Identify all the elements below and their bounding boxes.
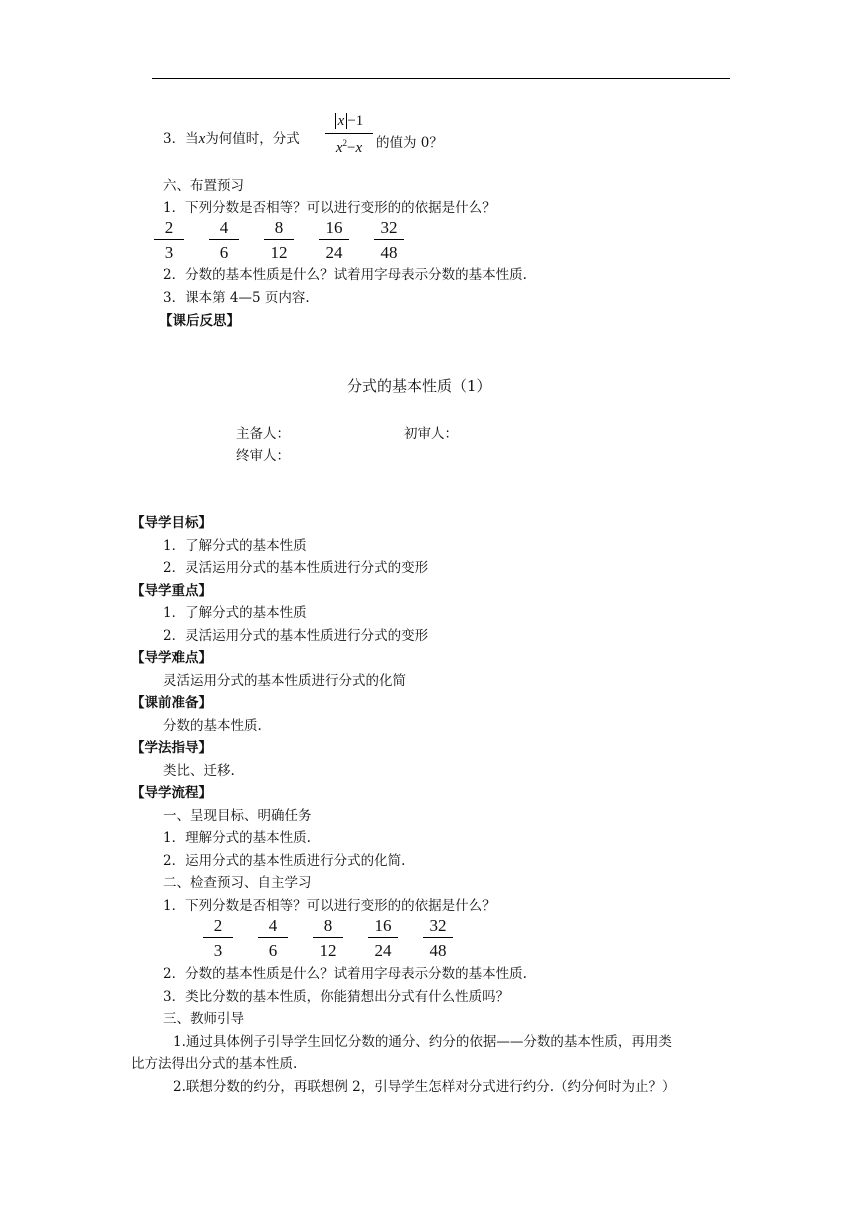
fraction-denominator: 6 [219, 243, 229, 262]
fraction [154, 219, 184, 261]
fraction-numerator: 4 [219, 218, 229, 237]
final-review-label: 终审人： [236, 448, 290, 464]
method-text: 类比、迁移. [163, 763, 235, 779]
goals-heading: 【导学目标】 [131, 515, 212, 531]
fraction [313, 917, 343, 959]
difficulty-heading: 【导学难点】 [131, 650, 212, 666]
fraction [368, 917, 398, 959]
preview-q3: 3．课本第 4—5 页内容. [163, 290, 310, 306]
fraction-bar [258, 937, 288, 938]
fraction-bar [423, 937, 453, 938]
fraction [209, 219, 239, 261]
method-heading: 【学法指导】 [131, 740, 212, 756]
fraction-numerator: 2 [213, 916, 223, 935]
fraction-numerator: 2 [164, 218, 174, 237]
flow-1-title: 一、呈现目标、明确任务 [163, 808, 312, 824]
fraction-bar [368, 937, 398, 938]
fraction-numerator: 32 [380, 218, 398, 237]
fraction-bar [209, 239, 239, 240]
fraction-denominator: 3 [164, 243, 174, 262]
q3-middle: 为何值时，分式 [205, 131, 300, 147]
fraction-denominator: 12 [319, 941, 337, 960]
flow-1-item-1: 1．理解分式的基本性质. [163, 830, 311, 846]
fraction [264, 219, 294, 261]
q3-fraction [325, 114, 373, 156]
fraction-bar [374, 239, 404, 240]
flow-3-p2: 2.联想分数的约分，再联想例 2，引导学生怎样对分式进行约分.（约分何时为止？） [173, 1079, 676, 1095]
fraction-denominator: 3 [213, 941, 223, 960]
goal-item-1: 1．了解分式的基本性质 [163, 538, 307, 554]
focus-item-2: 2．灵活运用分式的基本性质进行分式的变形 [163, 628, 429, 644]
fraction [203, 917, 233, 959]
q3-numerator: x −1 [335, 113, 364, 129]
fraction-numerator: 4 [268, 916, 278, 935]
goal-item-2: 2．灵活运用分式的基本性质进行分式的变形 [163, 560, 429, 576]
fraction-bar [319, 239, 349, 240]
lesson-title: 分式的基本性质（1） [347, 377, 492, 395]
fraction-denominator: 24 [374, 941, 392, 960]
flow-2-q3: 3．类比分数的基本性质，你能猜想出分式有什么性质吗？ [163, 989, 510, 1005]
flow-2-title: 二、检查预习、自主学习 [163, 875, 312, 891]
fraction [374, 219, 404, 261]
q3-var: x [198, 131, 206, 147]
q3-denominator: $x^2-x$ [335, 138, 363, 156]
fraction-denominator: 48 [380, 243, 398, 262]
preparer-label: 主备人： [236, 426, 290, 442]
fraction-numerator: 16 [325, 218, 343, 237]
fraction-numerator: 8 [323, 916, 333, 935]
flow-2-q2: 2．分数的基本性质是什么？试着用字母表示分数的基本性质. [163, 966, 527, 982]
flow-heading: 【导学流程】 [131, 785, 212, 801]
difficulty-text: 灵活运用分式的基本性质进行分式的化简 [163, 673, 406, 689]
flow-2-q1: 1．下列分数是否相等？可以进行变形的的依据是什么？ [163, 898, 496, 914]
fraction-denominator: 12 [270, 243, 288, 262]
fraction-numerator: 8 [274, 218, 284, 237]
flow-3-title: 三、教师引导 [163, 1011, 244, 1027]
focus-heading: 【导学重点】 [131, 583, 212, 599]
section-6-heading: 六、布置预习 [163, 178, 244, 194]
fraction-numerator: 32 [429, 916, 447, 935]
fraction-bar [325, 133, 373, 134]
flow-1-item-2: 2．运用分式的基本性质进行分式的化简. [163, 853, 406, 869]
fraction-denominator: 24 [325, 243, 343, 262]
fraction-bar [313, 937, 343, 938]
fraction-denominator: 6 [268, 941, 278, 960]
preview-q1: 1．下列分数是否相等？可以进行变形的的依据是什么？ [163, 200, 496, 216]
fraction-bar [264, 239, 294, 240]
question-3 [163, 127, 300, 148]
fraction [258, 917, 288, 959]
prep-text: 分数的基本性质. [163, 718, 262, 734]
prep-heading: 【课前准备】 [131, 695, 212, 711]
q3-suffix: 的值为 0？ [376, 135, 443, 151]
fraction-bar [154, 239, 184, 240]
q3-prefix: 3．当 [163, 131, 199, 147]
flow-3-p1-line1: 1.通过具体例子引导学生回忆分数的通分、约分的依据——分数的基本性质，再用类 [173, 1034, 672, 1050]
flow-3-p1-line2: 比方法得出分式的基本性质. [131, 1056, 298, 1072]
focus-item-1: 1．了解分式的基本性质 [163, 605, 307, 621]
first-review-label: 初审人： [404, 426, 458, 442]
fraction [423, 917, 453, 959]
header-rule [152, 78, 730, 79]
preview-q2: 2．分数的基本性质是什么？试着用字母表示分数的基本性质. [163, 267, 527, 283]
fraction-bar [203, 937, 233, 938]
fraction-denominator: 48 [429, 941, 447, 960]
fraction-numerator: 16 [374, 916, 392, 935]
reflection-heading: 【课后反思】 [159, 313, 240, 329]
fraction [319, 219, 349, 261]
